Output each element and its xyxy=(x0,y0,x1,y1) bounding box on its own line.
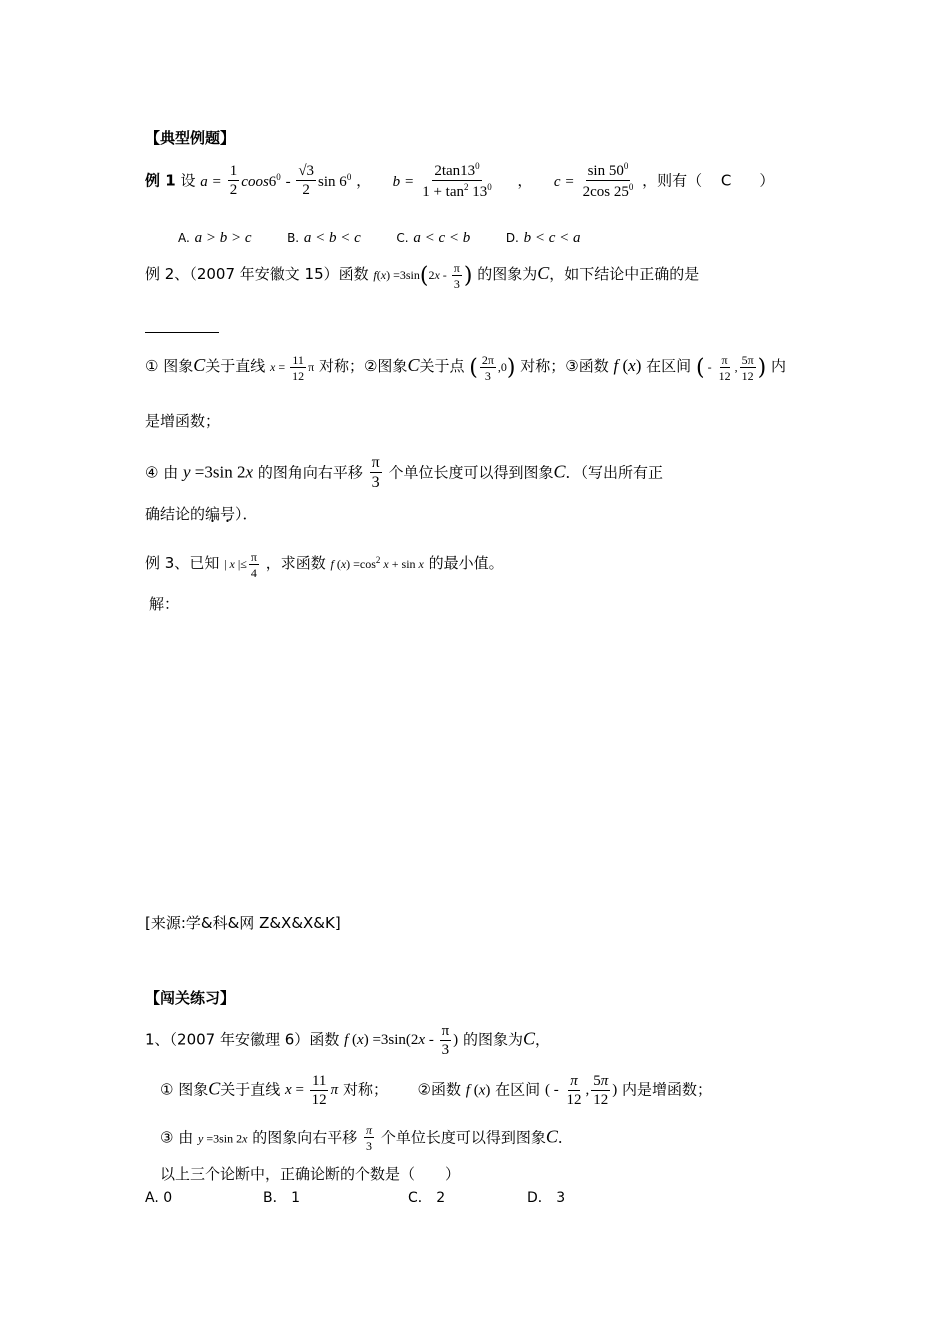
example-2-claims-1: ① 图象C关于直线 x = $\frac{11}{12}$ π 对称；②图象C关于点 ( $\frac{2\pi}{3}$ ,0) 对称；③函数 f (x) 在区间 ( - $\frac{\pi}{12}$ , $\frac{5\pi}{12}$ ) 内 xyxy=(145,353,787,383)
practice-option-d: D． 3 xyxy=(527,1190,566,1206)
example-1-answer: C xyxy=(720,171,732,190)
example-2-claims-2: 是增函数； xyxy=(145,412,221,430)
example-2-intro: 例 2、（2007 年安徽文 15）函数 f(x) =3sin(2x - $\frac{\pi}{3}$ ) 的图象为C，如下结论中正确的是 xyxy=(145,261,700,291)
example-2-claims-3: ④ 由 y =3sin 2x 的图角向右平移 $\frac{\pi}{3}$ 个单位长度可以得到图象C．（写出所有正 xyxy=(145,454,664,491)
practice-option-b: B． 1 xyxy=(263,1190,300,1206)
section-title-practice: 【闯关练习】 xyxy=(145,989,236,1007)
example-1-close: ） xyxy=(759,171,775,190)
example-3: 例 3、已知 | x |≤ $\frac{\pi}{4}$ ，求函数 f $(x) =\cos^2$ x + sin x 的最小值。 xyxy=(145,550,504,581)
practice-1-intro: 1、（2007 年安徽理 6）函数 f (x) =3sin(2x - $\frac{\pi}{3}$ ) 的图象为C， xyxy=(145,1023,550,1058)
example-1-sep1: ， xyxy=(356,171,372,190)
example-1-intro: 设 xyxy=(180,171,196,190)
example-1-label: 例 1 xyxy=(145,171,176,190)
practice-option-c: C． 2 xyxy=(408,1190,446,1206)
source-note: [来源:学&科&网 Z&X&X&K] xyxy=(145,914,341,932)
option-b: B. a < b < c xyxy=(287,230,361,246)
formula-b: b = $\frac{2\tan 13^0}{1 + \tan^2 13^0}$ xyxy=(392,161,492,200)
option-a: A. a > b > c xyxy=(178,230,252,246)
example-1-options xyxy=(178,227,581,248)
practice-1-question: 以上三个论断中，正确论断的个数是（ ） xyxy=(160,1165,461,1183)
option-c: C. a < c < b xyxy=(396,230,471,246)
formula-c: c = $\frac{\sin 50^0}{2\cos 25^0}$ xyxy=(553,161,634,200)
section-title-examples: 【典型例题】 xyxy=(145,129,236,147)
formula-fx: f(x) =3sin(2x - $\frac{\pi}{3}$ ) xyxy=(373,261,473,291)
solution-label: 解： xyxy=(149,595,180,613)
example-1-tail: ，则有（ xyxy=(642,171,703,190)
option-d: D. b < c < a xyxy=(505,230,581,246)
example-1 xyxy=(145,162,774,200)
practice-1-statements-2: ③ 由 y =3sin 2x 的图象向右平移 $\frac{\pi}{3}$ 个单位长度可以得到图象C． xyxy=(160,1123,573,1153)
answer-blank[interactable] xyxy=(145,318,219,338)
example-1-sep2: ， xyxy=(517,171,533,190)
formula-a: a = $\frac{1}{2}$ $coos6^0$ - $\frac{√3}{2}$ $\sin 6^0$ xyxy=(200,163,352,198)
example-2-claims-4: 确结论的编号）． xyxy=(145,505,258,523)
practice-option-a: A. 0 xyxy=(145,1190,173,1206)
practice-1-statements-1: ① 图象C关于直线 x = $\frac{11}{12}$ π 对称； ②函数 f (x) 在区间 ( - $\frac{\pi}{12}$ , $\frac{5\pi}{12}$ ) 内是增函数； xyxy=(160,1073,713,1108)
